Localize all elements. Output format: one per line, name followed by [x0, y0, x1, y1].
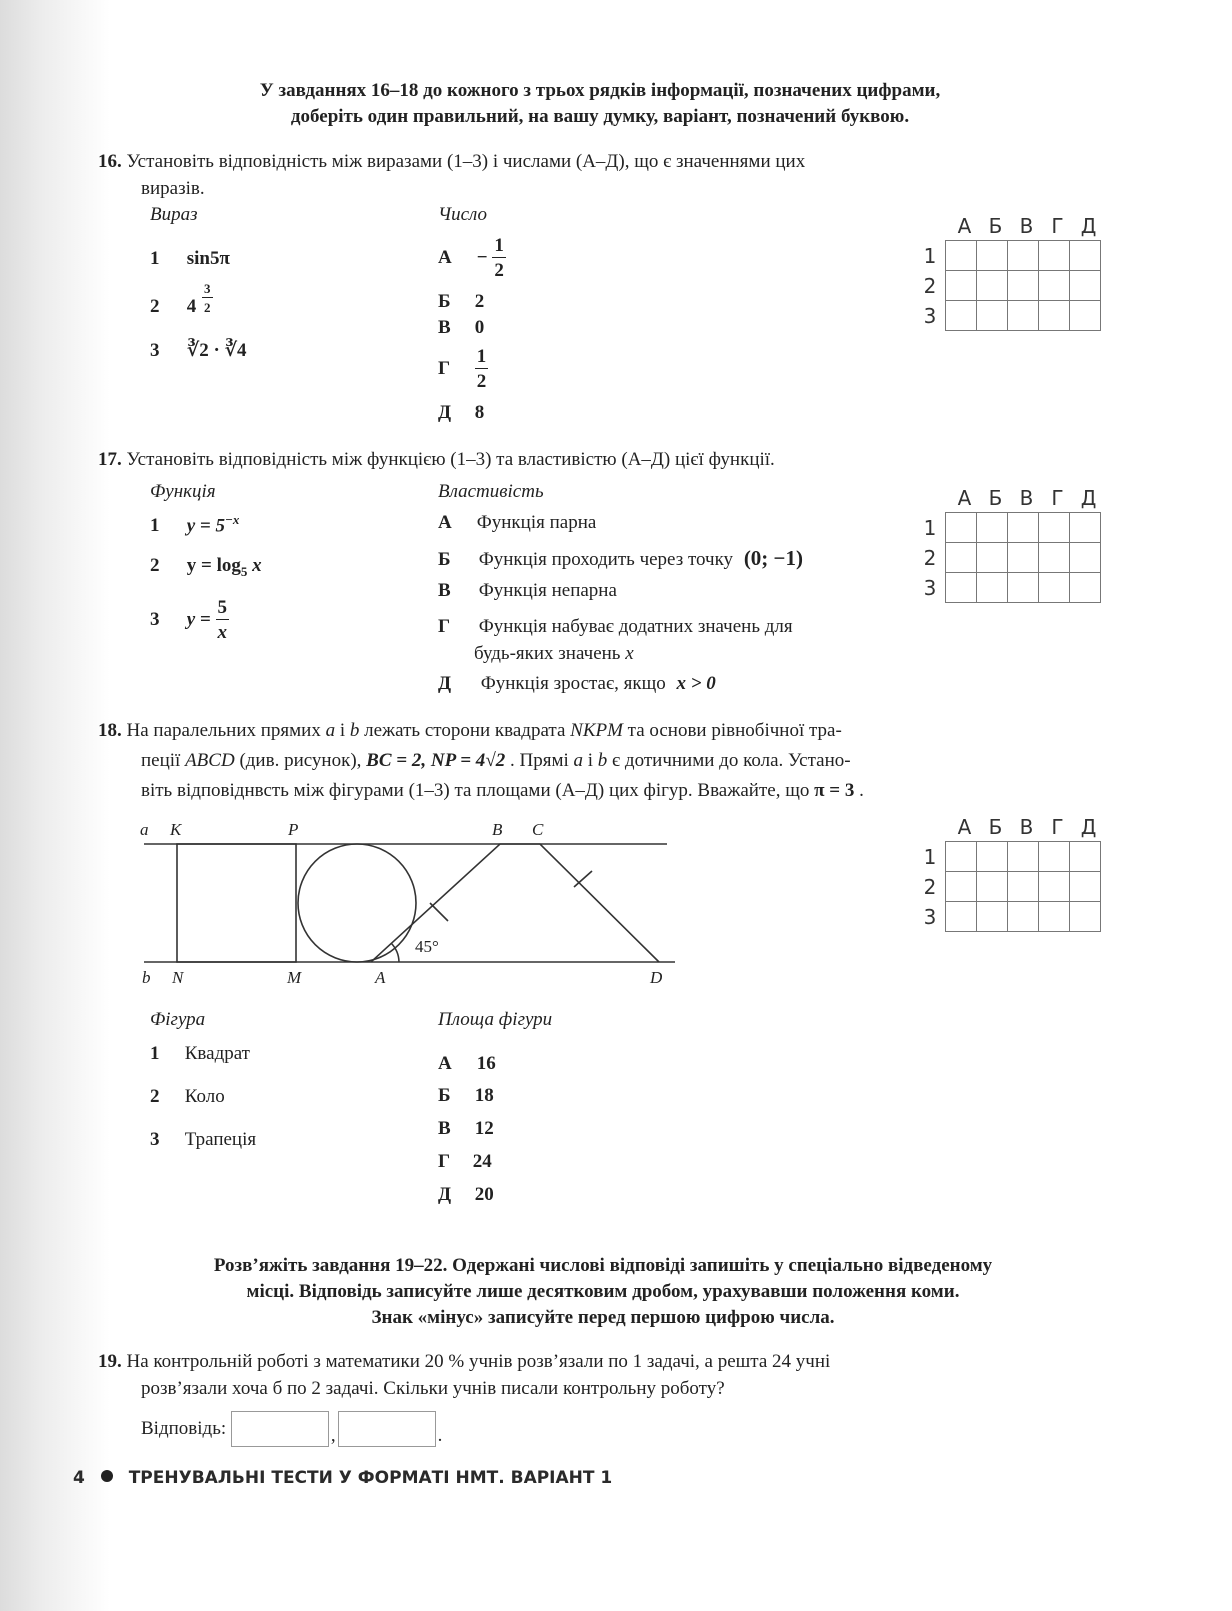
grid-column-headers: А Б В Г Д	[957, 486, 1097, 510]
grid-cell[interactable]	[946, 872, 977, 902]
property-d: Д Функція зростає, якщо x > 0	[438, 673, 716, 694]
grid-cell[interactable]	[1008, 241, 1039, 271]
option-b: Б 2	[438, 291, 485, 312]
task-number: 17.	[98, 449, 122, 470]
grid-cell[interactable]	[977, 513, 1008, 543]
function-2: 2 $y = \log_5 x$	[150, 555, 262, 579]
answer-integer-field[interactable]	[231, 1411, 329, 1447]
grid-cell[interactable]	[1039, 842, 1070, 872]
instructions-16-18	[100, 78, 1100, 130]
decimal-comma: ,	[330, 1425, 336, 1447]
task-16-statement	[98, 148, 1098, 202]
geometry-figure	[130, 815, 690, 995]
tick-mark	[574, 871, 592, 887]
grid-cell[interactable]	[977, 872, 1008, 902]
grid-cell[interactable]	[1008, 573, 1039, 603]
figure-1: 1 Квадрат	[150, 1043, 250, 1064]
grid-cell[interactable]	[946, 573, 977, 603]
grid-cell[interactable]	[946, 271, 977, 301]
label-d: D	[650, 968, 663, 987]
property-a: А Функція парна	[438, 512, 597, 533]
grid-cell[interactable]	[1039, 543, 1070, 573]
angle-label: 45°	[415, 937, 439, 956]
option-d: Д 8	[438, 402, 485, 423]
grid-cell[interactable]	[946, 241, 977, 271]
grid-cell[interactable]	[977, 842, 1008, 872]
label-m: M	[287, 968, 302, 987]
grid-cell[interactable]	[1039, 271, 1070, 301]
grid-cell[interactable]	[977, 902, 1008, 932]
property-b: Б Функція проходить через точку (0; −1)	[438, 546, 804, 570]
grid-cell[interactable]	[1039, 241, 1070, 271]
area-g: Г 24	[438, 1151, 492, 1172]
column-header-number: Число	[438, 204, 488, 225]
grid-cell[interactable]	[1070, 842, 1101, 872]
tick-mark	[430, 903, 448, 921]
answer-fraction-field[interactable]	[338, 1411, 436, 1447]
square-nkpm	[177, 844, 296, 962]
label-p: P	[288, 820, 299, 839]
grid-cell[interactable]	[946, 902, 977, 932]
answer-label: Відповідь:	[141, 1418, 227, 1439]
grid-cell[interactable]	[1070, 271, 1101, 301]
grid-cell[interactable]	[1008, 842, 1039, 872]
grid-cell[interactable]	[1008, 902, 1039, 932]
grid-cell[interactable]	[1039, 573, 1070, 603]
grid-cell[interactable]	[1008, 301, 1039, 331]
area-v: В 12	[438, 1118, 494, 1139]
answer-grid-16	[915, 214, 1104, 331]
column-header-expression: Вираз	[150, 204, 198, 225]
area-b: Б 18	[438, 1085, 494, 1106]
grid-cell[interactable]	[1070, 241, 1101, 271]
answer-grid-18	[915, 815, 1104, 932]
function-3: 3 y = $\frac{5}{x}$	[150, 597, 228, 643]
grid-cell[interactable]	[1070, 543, 1101, 573]
grid-cell[interactable]	[977, 271, 1008, 301]
grid-cell[interactable]	[1008, 271, 1039, 301]
task-number: 18.	[98, 720, 122, 741]
property-g: Г Функція набуває додатних значень для будь-яких значень x	[438, 616, 793, 664]
label-line-a: a	[140, 820, 149, 839]
grid-cell[interactable]	[1039, 301, 1070, 331]
answer-grid-17	[915, 486, 1104, 603]
grid-cell[interactable]	[1008, 872, 1039, 902]
instructions-19-22: Розв’яжіть завдання 19–22. Одержані числові відповіді запишіть у спеціально відведеному місці. Відповідь записуйте лише десятковим дробом, урахувавши положення коми. Знак «мінус» записуйте перед першою цифрою числа.	[213, 1255, 993, 1328]
exponent-fraction: $\frac{3}{2}$	[204, 281, 211, 315]
expression-1: 1 sin5π	[150, 248, 230, 269]
column-header-function: Функція	[150, 481, 216, 502]
footer-title: ТРЕНУВАЛЬНІ ТЕСТИ У ФОРМАТІ НМТ. ВАРІАНТ 1	[128, 1468, 613, 1488]
bullet-icon	[101, 1470, 113, 1482]
answer-grid-table: 1 2 3	[915, 841, 1101, 932]
fraction: $\frac{5}{x}$	[217, 597, 228, 643]
grid-cell[interactable]	[946, 513, 977, 543]
task-text: виразів.	[141, 178, 205, 199]
task-number: 19.	[98, 1351, 122, 1372]
grid-cell[interactable]	[977, 543, 1008, 573]
figure-2: 2 Коло	[150, 1086, 225, 1107]
label-b: B	[492, 820, 503, 839]
grid-cell[interactable]	[946, 543, 977, 573]
task-19-statement: 19. На контрольній роботі з математики 20 % учнів розв’язали по 1 задачі, а решта 24 учні розв’язали хоча б по 2 задачі. Скільки учнів писали контрольну роботу?	[98, 1351, 831, 1399]
instructions-line: доберіть один правильний, на вашу думку, варіант, позначений буквою.	[290, 106, 910, 127]
grid-cell[interactable]	[946, 842, 977, 872]
option-v: В 0	[438, 317, 485, 338]
answer-grid-table: 1 2 3	[915, 512, 1101, 603]
grid-cell[interactable]	[1070, 902, 1101, 932]
task-text: Установіть відповідність між виразами (1–3) і числами (А–Д), що є значеннями цих	[126, 151, 806, 172]
page-number: 4	[73, 1468, 85, 1488]
grid-cell[interactable]	[1008, 543, 1039, 573]
task-text: Установіть відповідність між функцією (1–3) та властивістю (А–Д) цієї функції.	[126, 449, 775, 470]
grid-column-headers: А Б В Г Д	[957, 214, 1097, 238]
grid-cell[interactable]	[1070, 872, 1101, 902]
grid-cell[interactable]	[946, 301, 977, 331]
answer-row: Відповідь: , .	[141, 1411, 442, 1447]
task-number: 16.	[98, 151, 122, 172]
label-k: K	[170, 820, 182, 839]
task-17-statement	[98, 446, 1098, 473]
grid-cell[interactable]	[1008, 513, 1039, 543]
area-d: Д 20	[438, 1184, 494, 1205]
circle	[298, 844, 416, 962]
label-n: N	[172, 968, 184, 987]
grid-cell[interactable]	[1070, 301, 1101, 331]
option-g: Г $\frac{1}{2}$	[438, 346, 487, 392]
function-1: 1 $y = 5^{-x}$	[150, 512, 240, 537]
page-footer	[73, 1468, 612, 1488]
grid-column-headers: А Б В Г Д	[957, 815, 1097, 839]
fraction: $\frac{1}{2}$	[476, 346, 487, 392]
grid-cell[interactable]	[1039, 513, 1070, 543]
column-header-property: Властивість	[438, 481, 544, 502]
label-c: C	[532, 820, 544, 839]
expression-3: 3 ∛2 · ∛4	[150, 340, 247, 361]
column-header-area: Площа фігури	[438, 1009, 553, 1030]
grid-cell[interactable]	[1070, 573, 1101, 603]
column-header-figure: Фігура	[150, 1009, 206, 1030]
label-a: A	[375, 968, 386, 987]
grid-cell[interactable]	[977, 301, 1008, 331]
figure-3: 3 Трапеція	[150, 1129, 257, 1150]
option-a: А − $\frac{1}{2}$	[438, 235, 504, 281]
grid-cell[interactable]	[977, 241, 1008, 271]
grid-cell[interactable]	[1039, 872, 1070, 902]
grid-cell[interactable]	[1039, 902, 1070, 932]
instructions-line: У завданнях 16–18 до кожного з трьох рядків інформації, позначених цифрами,	[259, 80, 941, 101]
task-18-statement: 18. На паралельних прямих a і b лежать сторони квадрата NKPM та основи рівнобічної тра- пеції ABCD (див. рисунок), BC = 2, NP = 4√2 . Прямі a і b є дотичними до кола. Устано- віть відповіднвсть між фігурами (1–3) та площами (А–Д) цих фігур. Вважайте, що π = 3 .	[98, 720, 864, 801]
grid-cell[interactable]	[1070, 513, 1101, 543]
label-line-b: b	[142, 968, 151, 987]
expression-2: 2 4 $\frac{3}{2}$	[150, 281, 211, 317]
fraction: $\frac{1}{2}$	[494, 235, 504, 281]
property-v: В Функція непарна	[438, 580, 617, 601]
grid-cell[interactable]	[977, 573, 1008, 603]
area-a: А 16	[438, 1053, 496, 1074]
answer-grid-table: 1 2 3	[915, 240, 1101, 331]
